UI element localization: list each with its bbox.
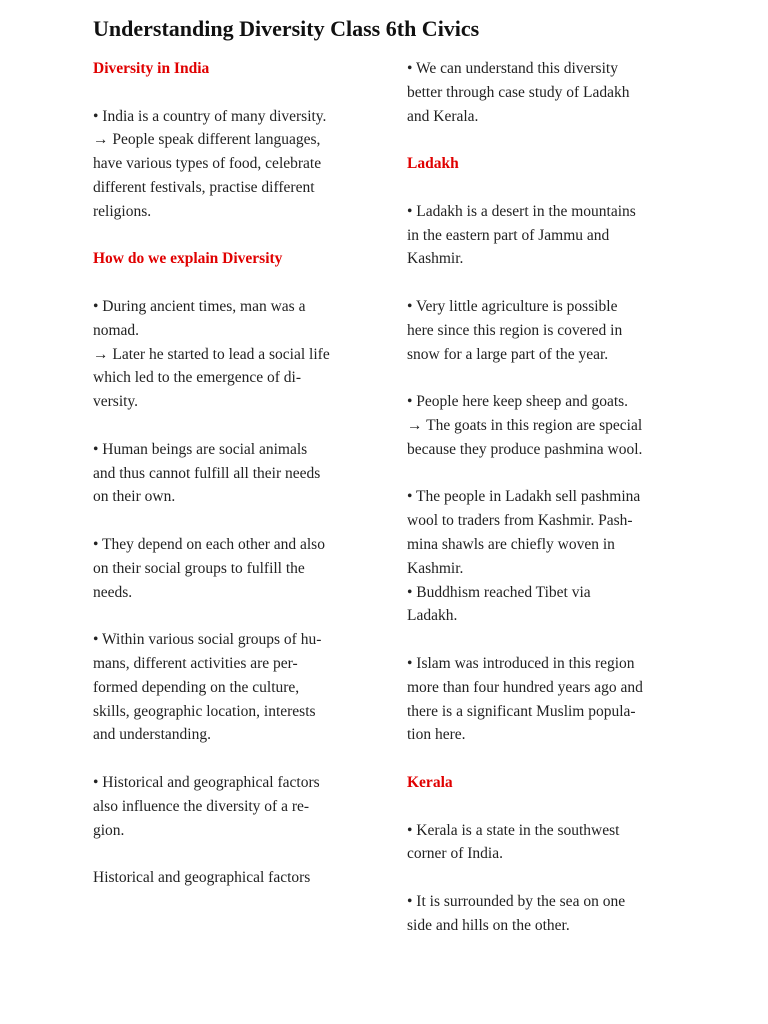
text-line: here since this region is covered in — [407, 321, 623, 339]
text-line: → Later he started to lead a social life — [93, 345, 330, 363]
text-line: gion. — [93, 821, 125, 839]
paragraph — [93, 438, 365, 509]
text-line: needs. — [93, 583, 133, 601]
text-line: • Islam was introduced in this region — [407, 654, 635, 672]
text-line: which led to the emergence of di- — [93, 369, 302, 387]
text-line: • We can understand this diversity — [407, 60, 618, 77]
text-line: religions. — [93, 202, 152, 220]
text-line: in the eastern part of Jammu and — [407, 226, 610, 244]
text-line: there is a significant Muslim popula- — [407, 702, 636, 720]
paragraph — [93, 771, 365, 842]
text-line: different festivals, practise different — [93, 178, 315, 196]
text-line: • India is a country of many diversity. — [93, 107, 327, 125]
text-line: because they produce pashmina wool. — [407, 440, 643, 458]
text-line: Historical and geographical factors — [93, 869, 311, 887]
section-heading — [93, 57, 365, 81]
text-line: Ladakh. — [407, 607, 458, 625]
text-line: • Ladakh is a desert in the mountains — [407, 202, 636, 220]
paragraph — [407, 890, 687, 938]
text-line: → The goats in this region are special — [407, 416, 643, 434]
text-line: • Human beings are social animals — [93, 440, 308, 458]
text-line: • Very little agriculture is possible — [407, 297, 618, 315]
text-line: wool to traders from Kashmir. Pash- — [407, 512, 633, 530]
text-line: corner of India. — [407, 845, 503, 863]
text-line: more than four hundred years ago and — [407, 678, 643, 696]
text-line: • They depend on each other and also — [93, 535, 325, 553]
paragraph — [93, 628, 365, 747]
paragraph — [407, 295, 687, 366]
text-line: also influence the diversity of a re- — [93, 797, 310, 815]
paragraph — [407, 390, 687, 461]
right-column — [407, 57, 687, 961]
text-line: skills, geographic location, interests — [93, 702, 316, 720]
text-line: versity. — [93, 393, 139, 411]
text-line: Kerala — [407, 773, 453, 791]
text-line: • Buddhism reached Tibet via — [407, 583, 591, 601]
text-line: • Within various social groups of hu- — [93, 631, 322, 649]
text-line: Ladakh — [407, 155, 459, 173]
text-line: formed depending on the culture, — [93, 678, 300, 696]
text-line: on their own. — [93, 488, 176, 506]
text-line: Kashmir. — [407, 250, 464, 268]
text-line: How do we explain Diversity — [93, 250, 283, 268]
left-column — [93, 57, 365, 914]
text-line: Diversity in India — [93, 60, 210, 77]
text-line: • Historical and geographical factors — [93, 773, 320, 791]
text-line: • During ancient times, man was a — [93, 297, 306, 315]
text-line: better through case study of Ladakh — [407, 83, 630, 101]
paragraph — [93, 295, 365, 414]
text-line: Kashmir. — [407, 559, 464, 577]
paragraph — [93, 105, 365, 224]
text-line: and thus cannot fulfill all their needs — [93, 464, 321, 482]
paragraph — [407, 57, 687, 128]
text-line: • The people in Ladakh sell pashmina — [407, 488, 641, 506]
text-line: have various types of food, celebrate — [93, 155, 322, 173]
section-heading — [93, 247, 365, 271]
paragraph — [93, 866, 365, 890]
text-line: and understanding. — [93, 726, 211, 744]
text-line: and Kerala. — [407, 107, 479, 125]
text-line: side and hills on the other. — [407, 916, 570, 934]
section-heading — [407, 152, 687, 176]
text-line: tion here. — [407, 726, 466, 744]
text-line: nomad. — [93, 321, 140, 339]
text-line: mina shawls are chiefly woven in — [407, 535, 615, 553]
paragraph — [407, 819, 687, 867]
text-line: • Kerala is a state in the southwest — [407, 821, 620, 839]
text-line: → People speak different languages, — [93, 131, 321, 149]
text-line: snow for a large part of the year. — [407, 345, 609, 363]
text-line: • People here keep sheep and goats. — [407, 393, 629, 411]
text-line: mans, different activities are per- — [93, 654, 298, 672]
text-line: • It is surrounded by the sea on one — [407, 892, 626, 910]
paragraph — [407, 652, 687, 747]
paragraph — [407, 200, 687, 271]
paragraph — [407, 485, 687, 628]
paragraph — [93, 533, 365, 604]
page-title: Understanding Diversity Class 6th Civics — [93, 16, 480, 41]
text-line: on their social groups to fulfill the — [93, 559, 305, 577]
section-heading — [407, 771, 687, 795]
